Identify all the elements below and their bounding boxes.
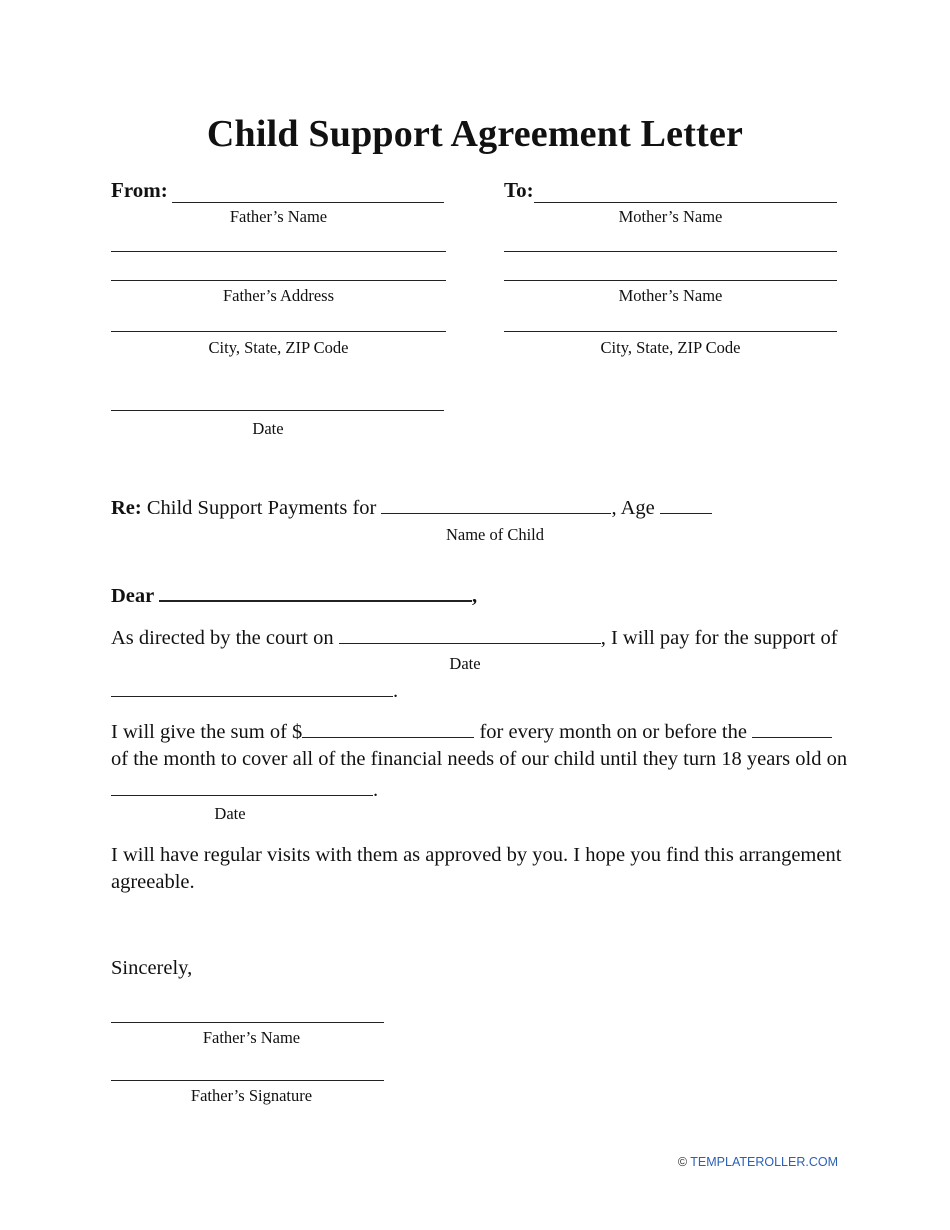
age-text: , Age [611, 497, 655, 519]
re-label: Re: [111, 497, 142, 519]
paragraph-1-line-2 [111, 678, 398, 703]
from-label: From: [111, 178, 168, 202]
recipient-blank[interactable] [159, 582, 472, 602]
mothers-name-line[interactable] [534, 202, 837, 203]
name-of-child-caption: Name of Child [445, 525, 545, 544]
document-title: Child Support Agreement Letter [206, 113, 744, 155]
dear-label: Dear [111, 585, 154, 607]
p2-mid: for every month on or before the [479, 721, 747, 743]
fathers-address-line-1[interactable] [111, 251, 446, 252]
copyright-symbol: © [677, 1155, 688, 1169]
paragraph-1-line-1 [111, 625, 838, 650]
fathers-city-line[interactable] [111, 331, 446, 332]
footer-credit[interactable] [678, 1155, 838, 1169]
to-label: To: [504, 178, 534, 202]
paragraph-3-line-2: agreeable. [111, 871, 195, 893]
dear-comma: , [472, 585, 478, 607]
child-name-blank[interactable] [381, 495, 611, 514]
closing: Sincerely, [111, 957, 193, 979]
paragraph-3-line-1: I will have regular visits with them as approved by you. I hope you find this arrangement [111, 844, 842, 866]
court-date-caption: Date [449, 654, 481, 673]
salutation [111, 582, 477, 608]
re-line [111, 495, 712, 520]
sum-blank[interactable] [302, 719, 474, 738]
end-date-caption: Date [214, 804, 246, 823]
date-line[interactable] [111, 410, 444, 411]
fathers-address-caption: Father’s Address [222, 286, 335, 305]
paragraph-2-line-3 [111, 777, 378, 802]
re-text: Child Support Payments for [146, 497, 377, 519]
p2-start: I will give the sum of $ [111, 721, 303, 743]
mothers-name-caption: Mother’s Name [618, 207, 723, 226]
mothers-city-caption: City, State, ZIP Code [600, 338, 741, 357]
mothers-address-line-1[interactable] [504, 251, 837, 252]
signature-caption: Father’s Signature [190, 1086, 313, 1105]
paragraph-2-line-1 [111, 719, 832, 744]
fathers-city-caption: City, State, ZIP Code [208, 338, 349, 357]
footer-brand-link[interactable]: TEMPLATEROLLER.COM [690, 1155, 838, 1169]
court-date-blank[interactable] [339, 625, 601, 644]
end-date-blank[interactable] [111, 777, 373, 796]
p1-end: , I will pay for the support of [600, 627, 838, 649]
fathers-name-line[interactable] [172, 202, 444, 203]
p1-period: . [393, 680, 399, 702]
mothers-address-line-2[interactable] [504, 280, 837, 281]
fathers-address-line-2[interactable] [111, 280, 446, 281]
paragraph-2-line-2: of the month to cover all of the financial needs of our child until they turn 18 years old on [111, 748, 848, 770]
signature-name-line[interactable] [111, 1022, 384, 1023]
signature-line[interactable] [111, 1080, 384, 1081]
date-caption: Date [252, 419, 284, 438]
mothers-address-caption: Mother’s Name [618, 286, 723, 305]
day-of-month-blank[interactable] [752, 719, 832, 738]
support-of-blank[interactable] [111, 678, 393, 697]
signature-name-caption: Father’s Name [202, 1028, 301, 1047]
mothers-city-line[interactable] [504, 331, 837, 332]
age-blank[interactable] [660, 495, 712, 514]
p1-start: As directed by the court on [111, 627, 334, 649]
fathers-name-caption: Father’s Name [229, 207, 328, 226]
p2-period: . [373, 779, 379, 801]
